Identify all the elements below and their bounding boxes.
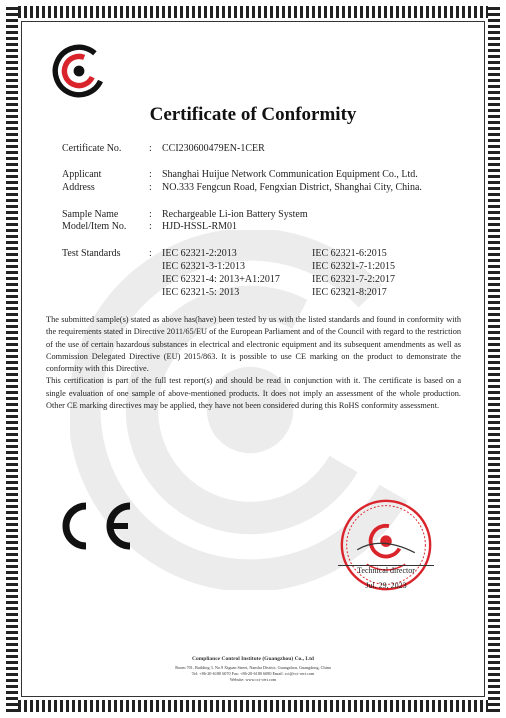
colon: : bbox=[149, 182, 152, 193]
address-value: NO.333 Fengcun Road, Fengxian District, Shanghai City, China. bbox=[162, 182, 422, 193]
page-title: Certificate of Conformity bbox=[149, 104, 357, 125]
colon: : bbox=[149, 169, 152, 180]
standard-item: IEC 62321-2:2013 bbox=[162, 248, 237, 259]
statement-paragraph: The submitted sample(s) stated as above has(have) been tested by us with the listed standards and found in conformity with the requirements stated in Directive 2011/65/EU of the European Parliament and of the Council with regard to the restriction of the use of certain hazardous substances in electrical and electronic equipment and its subsequent amendments as well as Commission Delegated Directive (EU) 2015/863. It is possible to use CE marking on the product to demonstrate the conformity with this Directive. bbox=[46, 315, 461, 374]
address-label: Address bbox=[62, 182, 95, 193]
standard-item: IEC 62321-4: 2013+A1:2017 bbox=[162, 274, 280, 285]
standard-item: IEC 62321-6:2015 bbox=[312, 248, 387, 259]
certificate-label: Certificate No. bbox=[62, 143, 122, 154]
model-value: HJD-HSSL-RM01 bbox=[162, 221, 238, 232]
standard-item: IEC 62321-7-1:2015 bbox=[312, 261, 396, 272]
standard-item: IEC 62321-5: 2013 bbox=[162, 287, 240, 298]
conformity-statement bbox=[46, 314, 461, 412]
colon: : bbox=[149, 248, 152, 259]
standards-label: Test Standards bbox=[62, 248, 121, 259]
sample-value: Rechargeable Li-ion Battery System bbox=[162, 209, 308, 220]
company-seal-icon bbox=[338, 497, 434, 593]
colon: : bbox=[149, 143, 152, 154]
standard-item: IEC 62321-3-1:2013 bbox=[162, 261, 246, 272]
model-label: Model/Item No. bbox=[62, 221, 127, 232]
applicant-label: Applicant bbox=[62, 169, 102, 180]
colon: : bbox=[149, 209, 152, 220]
footer-website: Website: www.cci-cert.com bbox=[229, 677, 277, 682]
sample-label: Sample Name bbox=[62, 209, 119, 220]
cci-logo-icon bbox=[52, 44, 106, 98]
certificate-value: CCI230600479EN-1CER bbox=[162, 143, 265, 154]
issue-date: Jul. 29, 2023 bbox=[365, 581, 407, 590]
statement-paragraph: This certification is part of the full test report(s) and should be read in conjunction with it. The certificate is based on a single evaluation of one sample of above-mentioned products. It does not imply an assessment of the whole production. Other CE marking directives may be applied, they have not been considered during this RoHS conformity assessment. bbox=[46, 376, 461, 411]
footer-contact: Tel: +86-20-6180 6070 Fax: +86-20-6180 6080 Email: cci@cci-cert.com bbox=[191, 671, 315, 676]
applicant-value: Shanghai Huijue Network Communication Equipment Co., Ltd. bbox=[162, 169, 418, 180]
footer-address: Room 701, Building 3, No.9 Xiguan Street, Nansha District, Guangzhou, Guangdong, China bbox=[175, 665, 331, 670]
ce-mark-icon bbox=[58, 500, 138, 552]
footer-company: Compliance Control Institute (Guangzhou) Co., Ltd bbox=[192, 656, 314, 662]
colon: : bbox=[149, 221, 152, 232]
standard-item: IEC 62321-8:2017 bbox=[312, 287, 387, 298]
signatory-title: Technical director bbox=[357, 566, 415, 575]
standard-item: IEC 62321-7-2:2017 bbox=[312, 274, 396, 285]
